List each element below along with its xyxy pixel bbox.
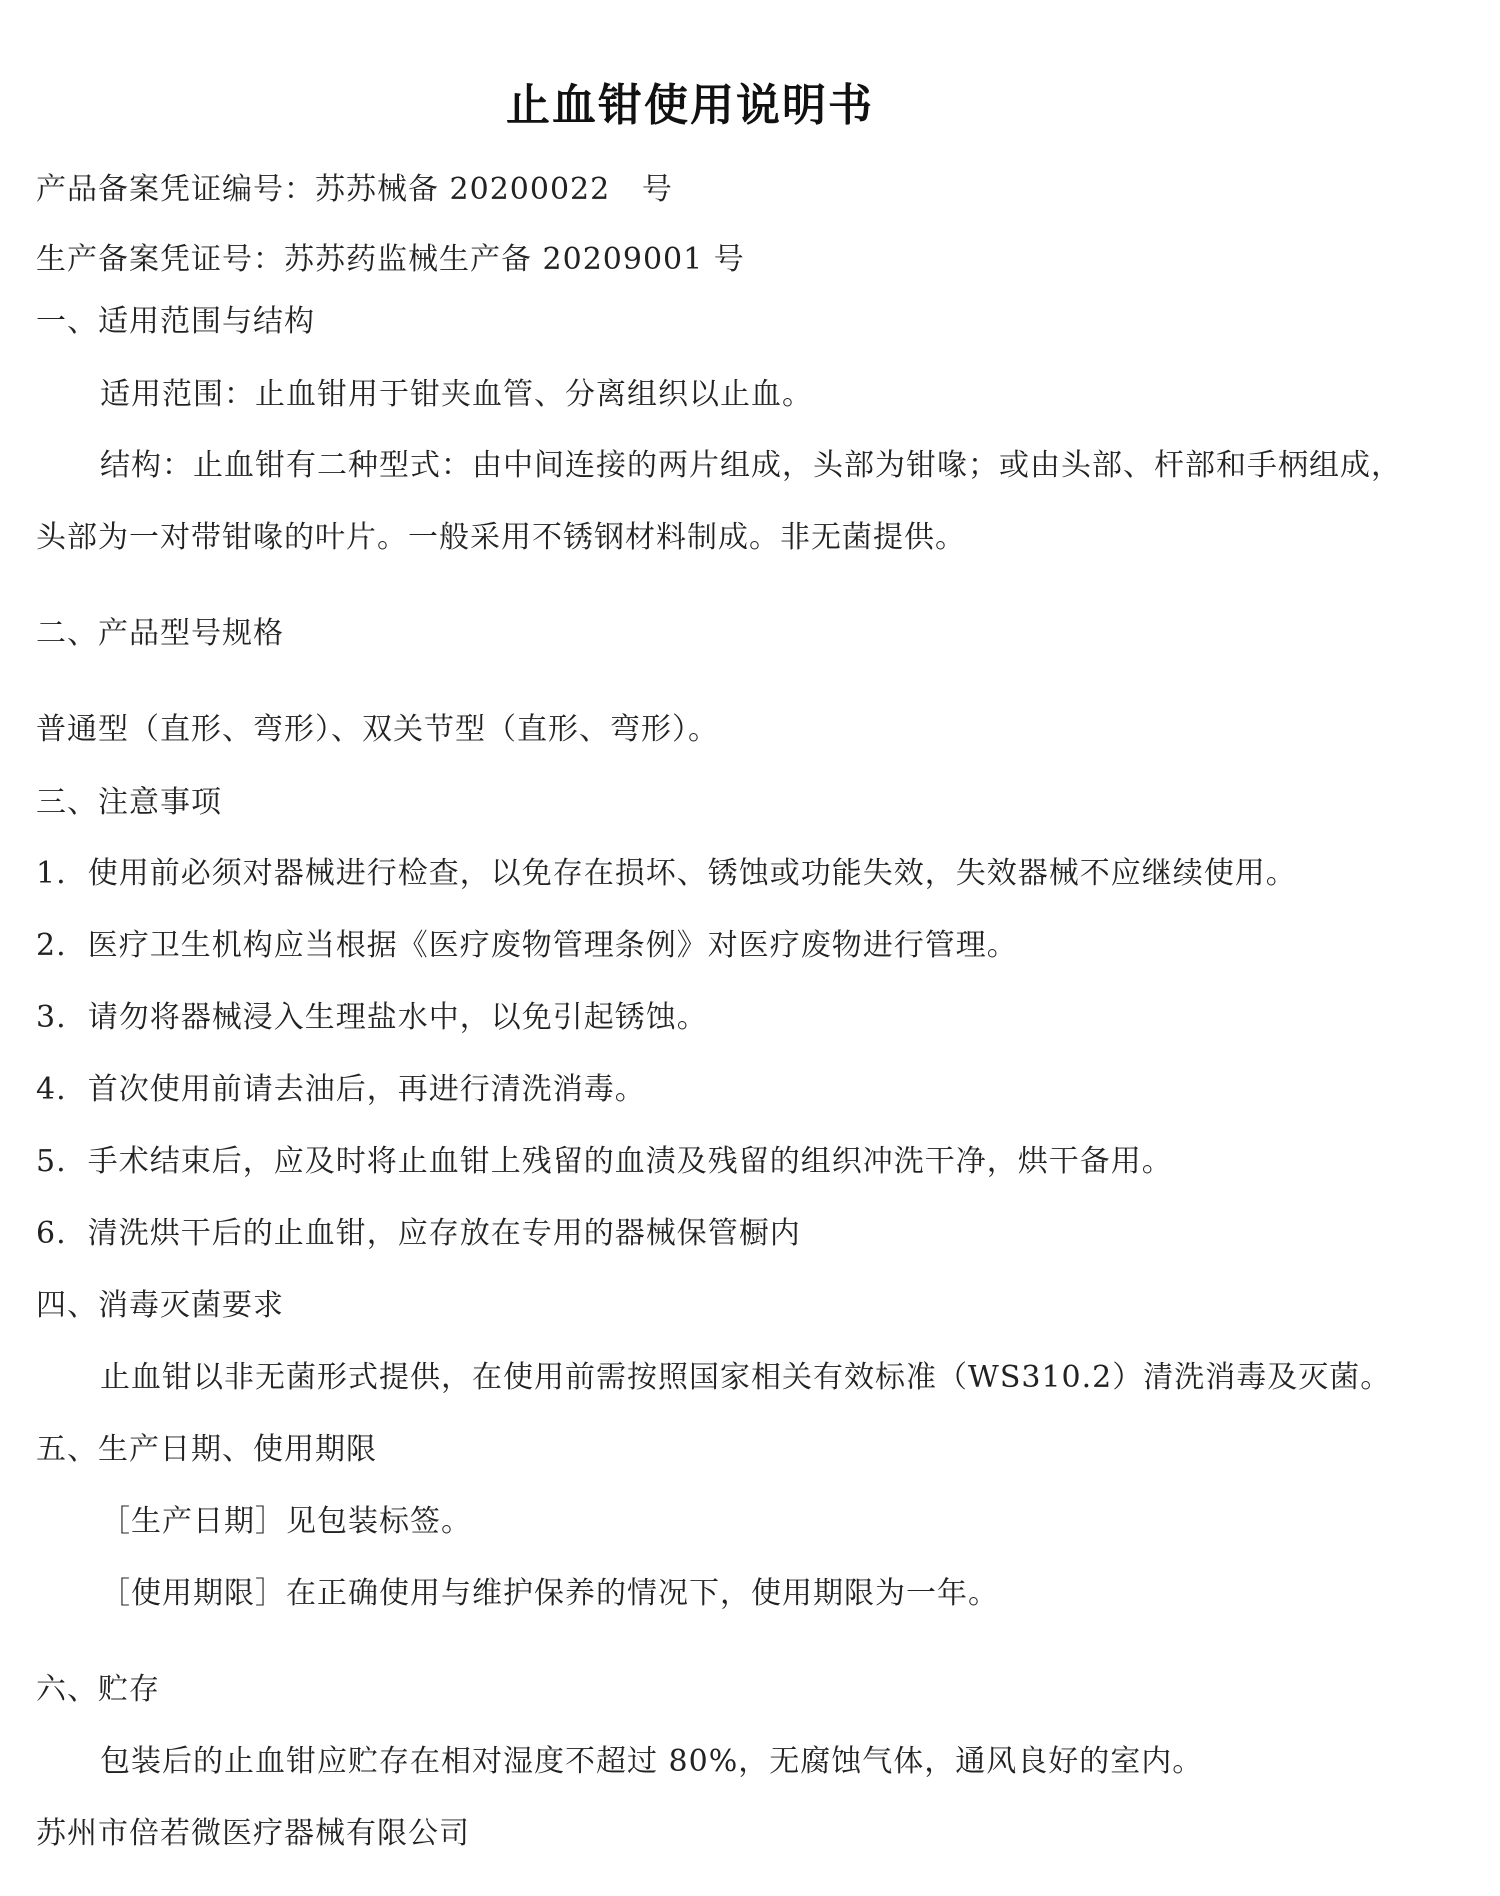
models-text: 普通型（直形、弯形）、双关节型（直形、弯形）。 xyxy=(36,712,719,747)
scope-text: 适用范围：止血钳用于钳夹血管、分离组织以止血。 xyxy=(100,377,813,412)
precaution-item: 4. 首次使用前请去油后，再进行清洗消毒。 xyxy=(36,1072,646,1107)
precaution-item: 1. 使用前必须对器械进行检查，以免存在损坏、锈蚀或功能失效，失效器械不应继续使用。 xyxy=(36,856,1297,891)
service-life-text: ［使用期限］在正确使用与维护保养的情况下，使用期限为一年。 xyxy=(100,1576,999,1611)
section-heading-scope-structure: 一、适用范围与结构 xyxy=(36,304,315,339)
sterilization-text: 止血钳以非无菌形式提供，在使用前需按照国家相关有效标准（WS310.2）清洗消毒及灭菌。 xyxy=(100,1360,1392,1395)
precaution-item: 6. 清洗烘干后的止血钳，应存放在专用的器械保管橱内 xyxy=(36,1216,801,1251)
production-number: 生产备案凭证号：苏苏药监械生产备 20209001 号 xyxy=(36,242,745,277)
structure-text-line2: 头部为一对带钳喙的叶片。一般采用不锈钢材料制成。非无菌提供。 xyxy=(36,520,966,555)
company-name: 苏州市倍若微医疗器械有限公司 xyxy=(36,1816,470,1851)
section-heading-storage: 六、贮存 xyxy=(36,1672,160,1707)
precaution-item: 5. 手术结束后，应及时将止血钳上残留的血渍及残留的组织冲洗干净，烘干备用。 xyxy=(36,1144,1173,1179)
section-heading-models: 二、产品型号规格 xyxy=(36,616,284,651)
section-heading-sterilization: 四、消毒灭菌要求 xyxy=(36,1288,284,1323)
precaution-item: 3. 请勿将器械浸入生理盐水中，以免引起锈蚀。 xyxy=(36,1000,708,1035)
document-title: 止血钳使用说明书 xyxy=(506,80,874,131)
structure-text-line1: 结构：止血钳有二种型式：由中间连接的两片组成，头部为钳喙；或由头部、杆部和手柄组成， xyxy=(100,448,1402,483)
section-heading-date-life: 五、生产日期、使用期限 xyxy=(36,1432,377,1467)
production-date-text: ［生产日期］见包装标签。 xyxy=(100,1504,472,1539)
precaution-item: 2. 医疗卫生机构应当根据《医疗废物管理条例》对医疗废物进行管理。 xyxy=(36,928,1018,963)
storage-text: 包装后的止血钳应贮存在相对湿度不超过 80%，无腐蚀气体，通风良好的室内。 xyxy=(100,1744,1204,1779)
section-heading-precautions: 三、注意事项 xyxy=(36,785,222,820)
record-number: 产品备案凭证编号：苏苏械备 20200022 号 xyxy=(36,172,673,207)
